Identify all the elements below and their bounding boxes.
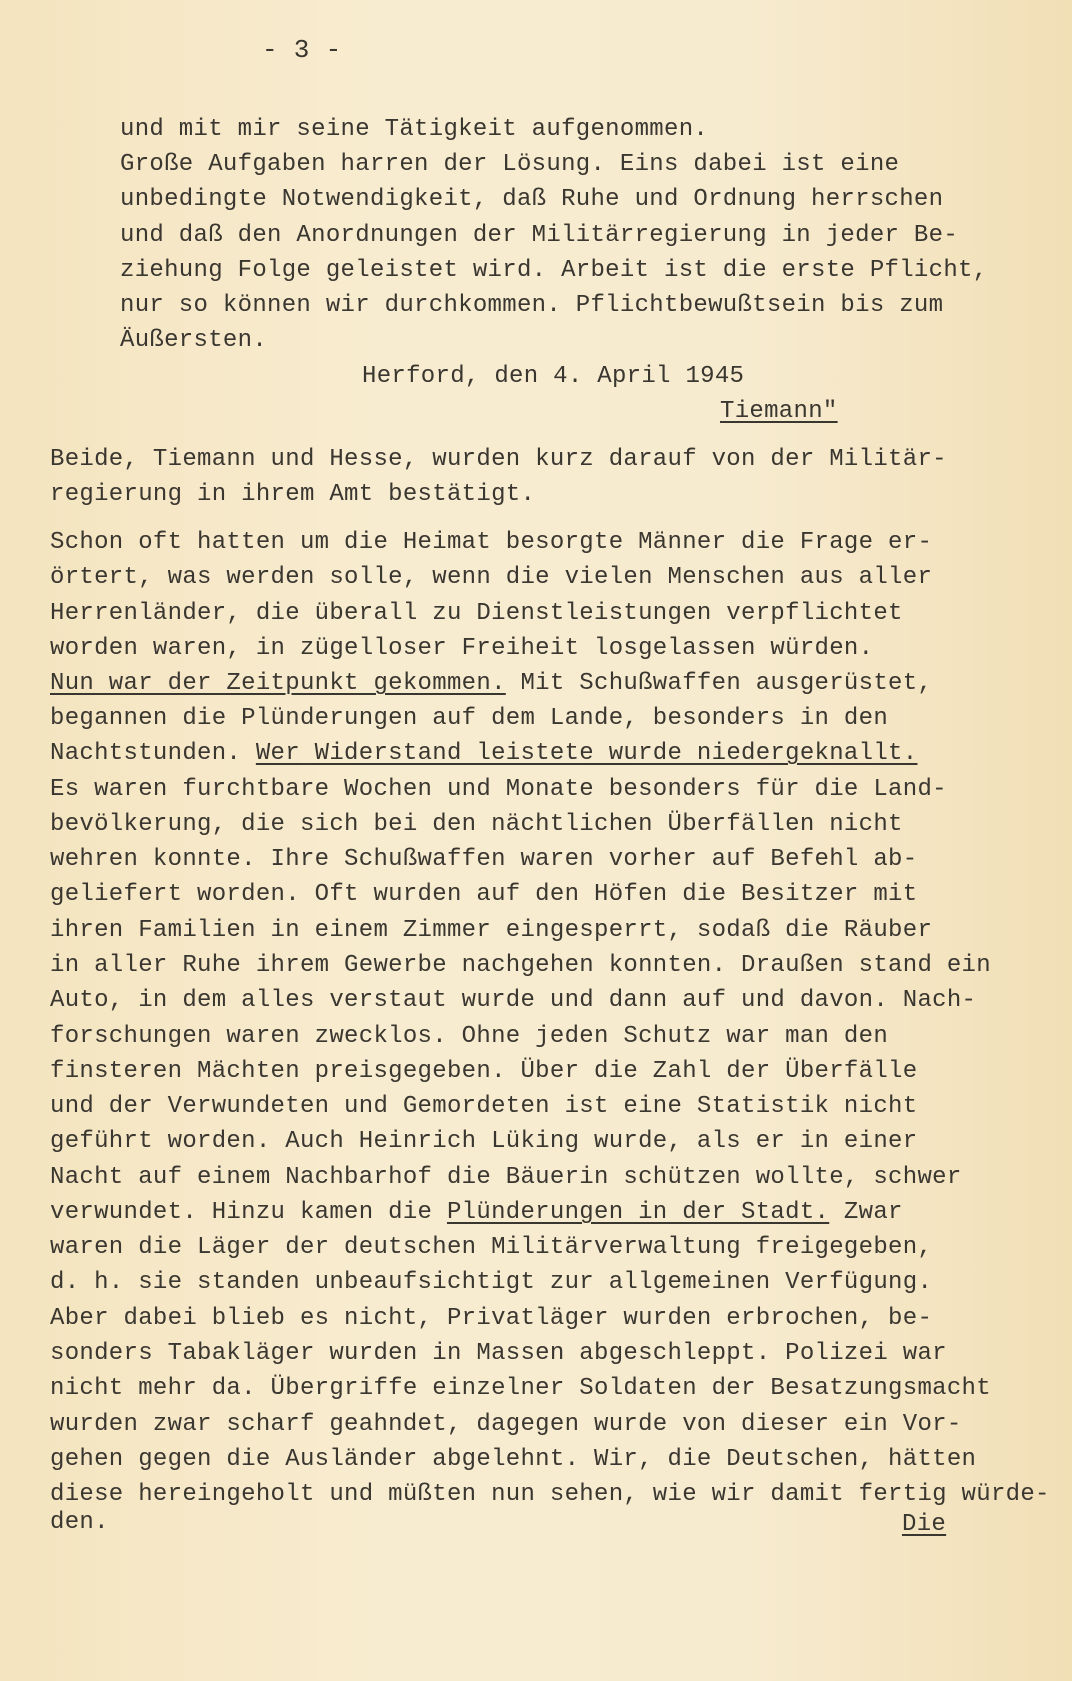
letter-line: Große Aufgaben harren der Lösung. Eins dabei ist eine	[120, 151, 900, 178]
paragraph-line: wurden zwar scharf geahndet, dagegen wurde von dieser ein Vor-	[50, 1411, 962, 1438]
paragraph-line: Es waren furchtbare Wochen und Monate besonders für die Land-	[50, 776, 947, 803]
letter-line: und mit mir seine Tätigkeit aufgenommen.	[120, 116, 709, 143]
paragraph-line: finsteren Mächten preisgegeben. Über die Zahl der Überfälle	[50, 1058, 918, 1085]
paragraph-line: örtert, was werden solle, wenn die vielen Menschen aus aller	[50, 564, 933, 591]
paragraph-line: ihren Familien in einem Zimmer eingesperrt, sodaß die Räuber	[50, 917, 933, 944]
paragraph-line: geführt worden. Auch Heinrich Lüking wurde, als er in einer	[50, 1128, 918, 1155]
text-segment: Mit Schußwaffen ausgerüstet,	[505, 670, 933, 697]
paragraph-line: begannen die Plünderungen auf dem Lande, besonders in den	[50, 705, 889, 732]
paragraph-line: und der Verwundeten und Gemordeten ist eine Statistik nicht	[50, 1093, 918, 1120]
paragraph-line: wehren konnte. Ihre Schußwaffen waren vorher auf Befehl ab-	[50, 846, 918, 873]
catchword: Die	[902, 1511, 947, 1538]
text-segment: verwundet. Hinzu kamen die	[50, 1199, 447, 1226]
paragraph-line: waren die Läger der deutschen Militärverwaltung freigegeben,	[50, 1234, 933, 1261]
paragraph-line: Nacht auf einem Nachbarhof die Bäuerin schützen wollte, schwer	[50, 1164, 962, 1191]
paragraph-line: Schon oft hatten um die Heimat besorgte Männer die Frage er-	[50, 529, 933, 556]
text-segment: Nachtstunden.	[50, 740, 256, 767]
paragraph-line: diese hereingeholt und müßten nun sehen, wie wir damit fertig würde-	[50, 1481, 1050, 1508]
paragraph-line: den.	[50, 1509, 109, 1536]
page-number: - 3 -	[262, 35, 342, 65]
underlined-phrase: Wer Widerstand leistete wurde niedergeknallt.	[255, 740, 918, 767]
paragraph-line: in aller Ruhe ihrem Gewerbe nachgehen konnten. Draußen stand ein	[50, 952, 991, 979]
paragraph-line: regierung in ihrem Amt bestätigt.	[50, 481, 536, 508]
paragraph-line: Herrenländer, die überall zu Dienstleistungen verpflichtet	[50, 600, 903, 627]
underlined-phrase: Nun war der Zeitpunkt gekommen.	[50, 670, 506, 697]
paragraph-line: geliefert worden. Oft wurden auf den Höfen die Besitzer mit	[50, 881, 918, 908]
paragraph-line: d. h. sie standen unbeaufsichtigt zur allgemeinen Verfügung.	[50, 1269, 933, 1296]
paragraph-line	[50, 1199, 903, 1227]
paragraph-line	[50, 670, 932, 698]
paragraph-line: nicht mehr da. Übergriffe einzelner Soldaten der Besatzungsmacht	[50, 1375, 991, 1402]
paragraph-line	[50, 740, 917, 768]
paragraph-line: gehen gegen die Ausländer abgelehnt. Wir, die Deutschen, hätten	[50, 1446, 977, 1473]
letter-line: nur so können wir durchkommen. Pflichtbewußtsein bis zum	[120, 292, 944, 319]
letter-line: ziehung Folge geleistet wird. Arbeit ist die erste Pflicht,	[120, 257, 988, 284]
paragraph-line: Aber dabei blieb es nicht, Privatläger wurden erbrochen, be-	[50, 1305, 933, 1332]
paragraph-line: Beide, Tiemann und Hesse, wurden kurz darauf von der Militär-	[50, 446, 947, 473]
paragraph-line: bevölkerung, die sich bei den nächtlichen Überfällen nicht	[50, 811, 903, 838]
paragraph-line: sonders Tabakläger wurden in Massen abgeschleppt. Polizei war	[50, 1340, 947, 1367]
paragraph-line: worden waren, in zügelloser Freiheit losgelassen würden.	[50, 635, 874, 662]
paragraph-line: forschungen waren zwecklos. Ohne jeden Schutz war man den	[50, 1023, 889, 1050]
letter-line: Äußersten.	[120, 327, 268, 354]
letter-line: unbedingte Notwendigkeit, daß Ruhe und Ordnung herrschen	[120, 186, 944, 213]
signature: Tiemann"	[720, 398, 838, 425]
place-date: Herford, den 4. April 1945	[362, 363, 745, 390]
underlined-phrase: Plünderungen in der Stadt.	[446, 1199, 830, 1226]
paragraph-line: Auto, in dem alles verstaut wurde und dann auf und davon. Nach-	[50, 987, 977, 1014]
text-segment: Zwar	[829, 1199, 903, 1226]
letter-line: und daß den Anordnungen der Militärregierung in jeder Be-	[120, 222, 959, 249]
